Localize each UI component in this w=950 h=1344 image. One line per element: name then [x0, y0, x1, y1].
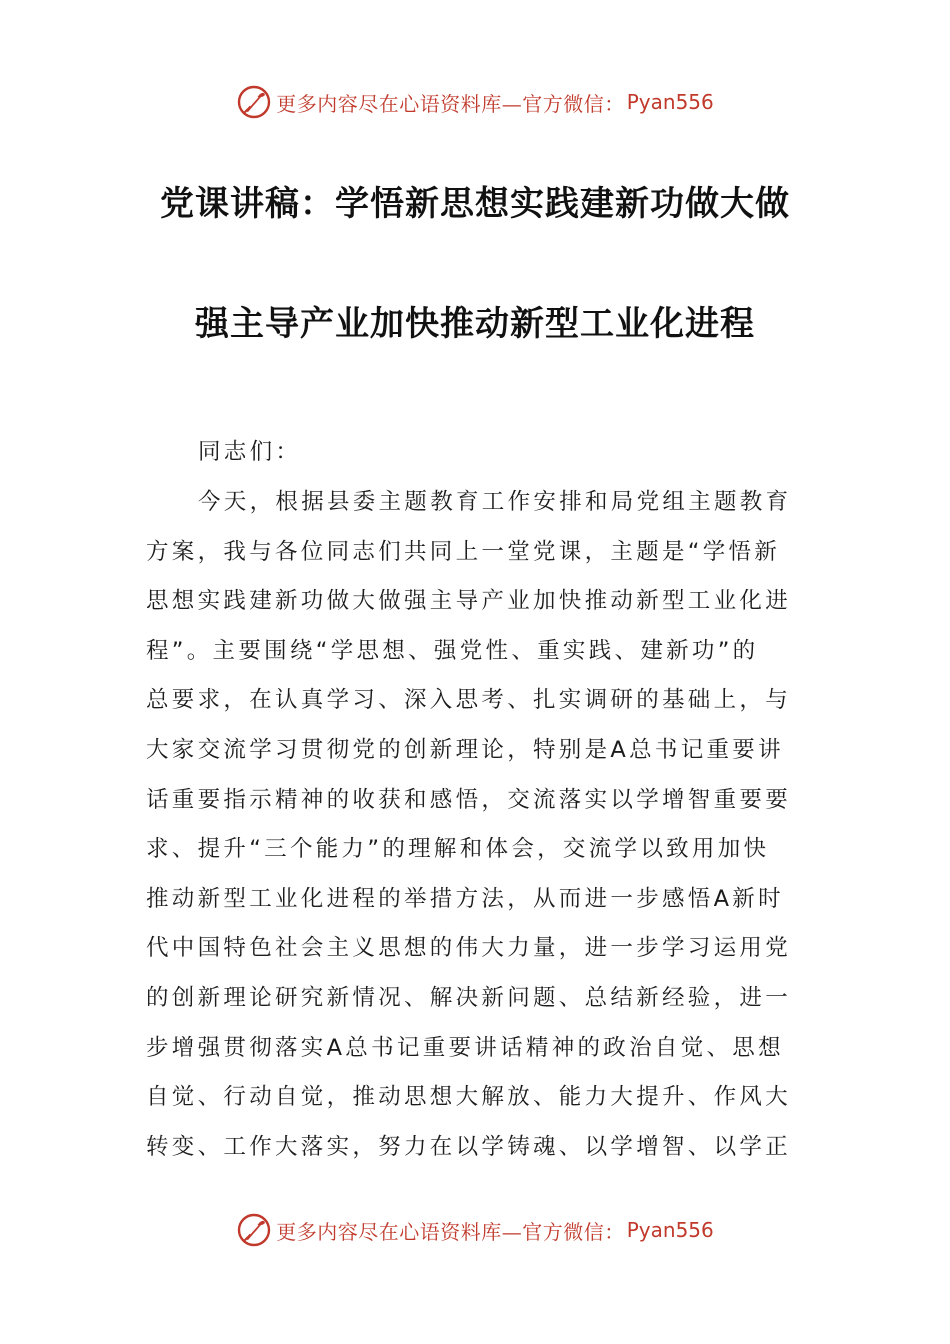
salutation: 同志们：	[198, 439, 302, 465]
watermark-wechat-id: Pyan556	[626, 1218, 714, 1242]
paragraph-line: 方案，我与各位同志们共同上一堂党课，主题是“学悟新	[146, 538, 781, 565]
watermark-text: 更多内容尽在心语资料库—官方微信：	[276, 1219, 625, 1244]
paragraph-line: 推动新型工业化进程的举措方法，从而进一步感悟A新时	[146, 885, 784, 912]
paragraph-line: 自觉、行动自觉，推动思想大解放、能力大提升、作风大	[146, 1084, 792, 1111]
paragraph-line: 求、提升“三个能力”的理解和体会，交流学以致用加快	[146, 836, 770, 863]
watermark-text: 更多内容尽在心语资料库—官方微信：	[276, 91, 625, 116]
paragraph-line: 思想实践建新功做大做强主导产业加快推动新型工业化进	[146, 588, 792, 615]
quill-pen-logo-icon	[236, 84, 272, 120]
paragraph-line: 今天，根据县委主题教育工作安排和局党组主题教育	[198, 489, 792, 515]
header-watermark	[0, 80, 950, 124]
paragraph-line: 话重要指示精神的收获和感悟，交流落实以学增智重要要	[146, 786, 792, 813]
document-title-line-1: 党课讲稿：学悟新思想实践建新功做大做	[160, 184, 790, 224]
paragraph-line: 程”。主要围绕“学思想、强党性、重实践、建新功”的	[146, 637, 759, 664]
body-paragraph	[146, 478, 806, 1172]
quill-pen-logo-icon	[236, 1212, 272, 1248]
paragraph-line: 转变、工作大落实，努力在以学铸魂、以学增智、以学正	[146, 1133, 792, 1160]
paragraph-line: 步增强贯彻落实A总书记重要讲话精神的政治自觉、思想	[146, 1034, 784, 1061]
watermark-wechat-id: Pyan556	[626, 90, 714, 114]
paragraph-line: 的创新理论研究新情况、解决新问题、总结新经验，进一	[146, 984, 792, 1011]
paragraph-line: 总要求，在认真学习、深入思考、扎实调研的基础上，与	[146, 687, 792, 714]
footer-watermark	[0, 1208, 950, 1252]
document-title-line-2: 强主导产业加快推动新型工业化进程	[195, 304, 755, 344]
paragraph-line: 大家交流学习贯彻党的创新理论，特别是A总书记重要讲	[146, 736, 784, 763]
paragraph-line: 代中国特色社会主义思想的伟大力量，进一步学习运用党	[146, 935, 792, 962]
